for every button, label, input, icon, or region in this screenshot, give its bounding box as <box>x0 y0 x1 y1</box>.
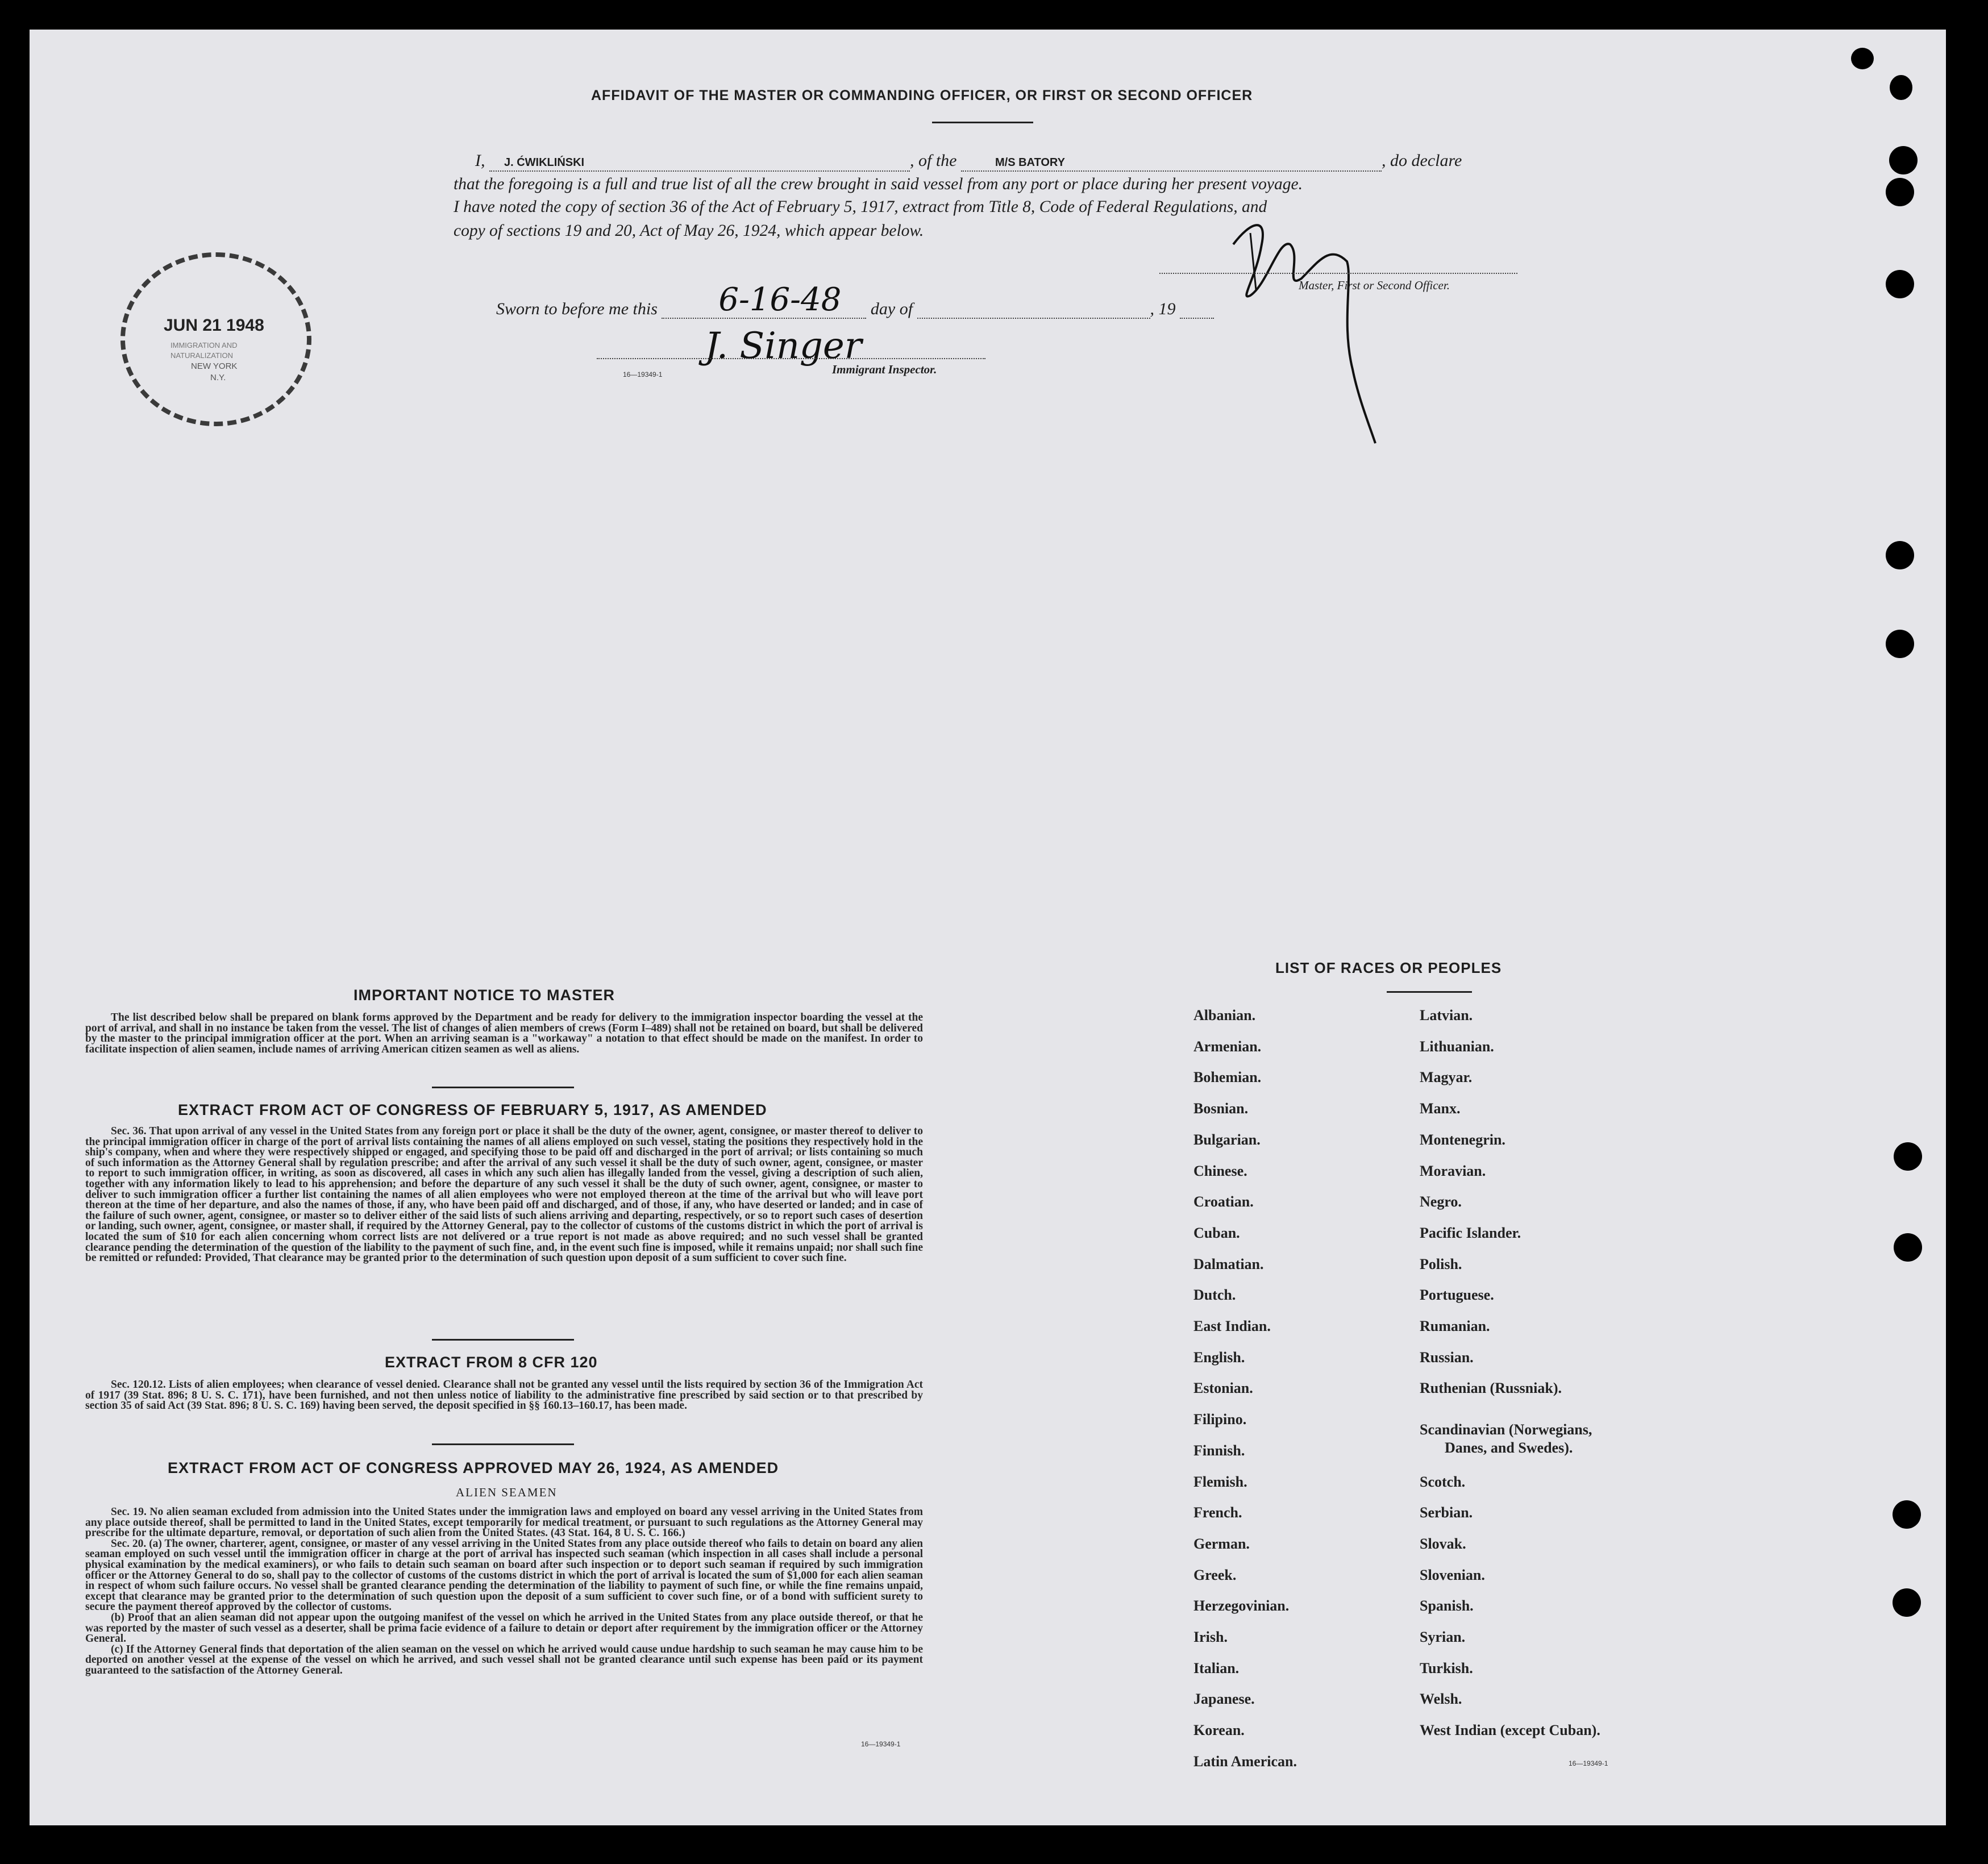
punch-hole <box>1889 146 1918 174</box>
year-prefix: , 19 <box>1150 299 1176 318</box>
race-item: French. <box>1193 1504 1242 1521</box>
punch-hole <box>1894 1142 1922 1171</box>
race-item: Montenegrin. <box>1420 1131 1505 1148</box>
race-item: Armenian. <box>1193 1038 1262 1055</box>
punch-hole <box>1851 48 1874 69</box>
master-signature <box>1216 210 1398 449</box>
race-item: Japanese. <box>1193 1691 1255 1707</box>
race-item: Filipino. <box>1193 1411 1247 1428</box>
race-item: Magyar. <box>1420 1069 1473 1085</box>
sec19-text: Sec. 19. No alien seaman excluded from admission into the United States under the immigration laws and employed on board any vessel arriving in the United States from any place outside thereof, shall be permitted to land in the United States, except temporarily for medical treatment, or pursuant to such regulations as the Attorney General may prescribe for the ultimate departure, removal, or deportation of such alien from the United States. (43 Stat. 164, 8 U. S. C. 166.) <box>85 1506 923 1540</box>
i-label: I, <box>475 151 485 170</box>
punch-hole <box>1886 630 1914 658</box>
race-item: Scandinavian (Norwegians, <box>1420 1421 1592 1438</box>
extract1924-body <box>85 1507 923 1676</box>
extract8cfr-title: EXTRACT FROM 8 CFR 120 <box>385 1354 598 1371</box>
stamp-line3: NEW YORK <box>191 361 238 371</box>
affidavit-line4: copy of sections 19 and 20, Act of May 26, 1924, which appear below. <box>454 222 924 240</box>
affidavit-title: AFFIDAVIT OF THE MASTER OR COMMANDING OFFICER, OR FIRST OR SECOND OFFICER <box>591 88 1253 103</box>
punch-hole <box>1890 75 1912 100</box>
race-item: Slovak. <box>1420 1536 1466 1552</box>
divider <box>432 1087 574 1088</box>
date-stamp <box>120 252 311 426</box>
race-item: Chinese. <box>1193 1163 1247 1179</box>
race-item: Manx. <box>1420 1100 1461 1117</box>
punch-hole <box>1893 1500 1921 1529</box>
affidavit-line3: I have noted the copy of section 36 of the Act of February 5, 1917, extract from Title 8, Code of Federal Regulations, and <box>454 198 1267 216</box>
race-item: Croatian. <box>1193 1193 1254 1210</box>
sec20a-text: Sec. 20. (a) The owner, charterer, agent, consignee, or master of any vessel arriving in the United States from any place outside thereof who fails to detain on board any alien seaman employed on such vessel until the immigration officer in charge at the port of arrival has inspected such seaman (which inspection in all cases shall include a personal physical examination by the medical examiners), or who fails to detain such seaman on board after such inspection or to deport such seaman if required by such immigration officer or the Attorney General to do so, shall pay to the collector of customs of the customs district in which the port of arrival is located the sum of $1,000 for each alien seaman in respect of whom such failure occurs. No vessel shall be granted clearance pending the determination of the liability to payment of such fine, or while the fine remains unpaid, except that clearance may be granted prior to the determination of such question upon the deposit of a sum sufficient to cover such fine, or of a bond with sufficient surety to secure the payment thereof approved by the collector of customs. <box>85 1537 923 1613</box>
race-item: Danes, and Swedes). <box>1445 1439 1573 1456</box>
inspector-signature: J. Singer <box>705 325 862 367</box>
master-name-field <box>489 151 910 172</box>
race-item: German. <box>1193 1536 1250 1552</box>
inspector-signature-line <box>597 358 985 359</box>
sworn-label: Sworn to before me this <box>496 299 658 318</box>
extract1917-text: Sec. 36. That upon arrival of any vessel in the United States from any foreign port or place it shall be the duty of the owner, agent, consignee, or master thereof to deliver to the principal immigration officer in charge of the port of arrival lists containing the names of all aliens employed on such vessel, stating the positions they respectively hold in the ship's company, when and where they were respectively shipped or engaged, and specifying those to be paid off and discharged in the port of arrival; or lists containing so much of such information as the Attorney General shall by regulation prescribe; and after the arrival of any such vessel it shall be the duty of such owner, agent, consignee, or master to report to such immigration officer, in writing, as soon as discovered, all cases in which any such alien has illegally landed from the vessel, giving a description of such alien, together with any information likely to lead to his apprehension; and before the departure of any such vessel it shall be the duty of such owner, agent, consignee, or master to deliver to such immigration officer a further list containing the names of all alien employees who were not employed thereon at the time of the arrival but who will leave port thereon at the time of her departure, and also the names of those, if any, who have been paid off and discharged, and of those, if any, who have deserted or landed; and in case of the failure of such owner, agent, consignee, or master so to deliver either of the said lists of such aliens arriving and departing, respectively, or so to report such cases of desertion or landing, such owner, agent, consignee, or master shall, if required by the Attorney General, pay to the collector of customs of the customs district in which the port of arrival is located the sum of $10 for each alien concerning whom correct lists are not delivered or a true report is not made as above required; and no such vessel shall be granted clearance pending the determination of the question of the liability to the payment of such fine, and, in the event such fine is imposed, while it remains unpaid; nor shall such fine be remitted or refunded: Provided, That clearance may be granted prior to the determination of such question upon deposit of a sum sufficient to cover such fine. <box>85 1125 923 1264</box>
race-item: Portuguese. <box>1420 1287 1494 1303</box>
inspector-caption: Immigrant Inspector. <box>832 363 937 376</box>
race-item: Serbian. <box>1420 1504 1473 1521</box>
race-item: Ruthenian (Russniak). <box>1420 1380 1562 1396</box>
master-name: J. ĆWIKLIŃSKI <box>504 156 585 169</box>
extract1924-title: EXTRACT FROM ACT OF CONGRESS APPROVED MAY 26, 1924, AS AMENDED <box>168 1459 779 1476</box>
race-item: Russian. <box>1420 1349 1474 1366</box>
stamp-line2: NATURALIZATION <box>170 351 234 360</box>
races-title-rule <box>1387 991 1472 993</box>
title-rule <box>932 122 1033 123</box>
race-item: English. <box>1193 1349 1245 1366</box>
race-item: Herzegovinian. <box>1193 1597 1290 1614</box>
race-item: Lithuanian. <box>1420 1038 1494 1055</box>
notice-text: The list described below shall be prepared on blank forms approved by the Department and be ready for delivery to the immigration inspector boarding the vessel at the port of arrival, and shall in no instance be taken from the vessel. The list of changes of alien members of crews (Form I–489) shall not be retained on board, but shall be delivered by the master to the principal immigration officer at the port. When an arriving seaman is a "workaway" a notation to that effect should be made on the manifest. In order to facilitate inspection of alien seamen, include names of arriving American citizen seamen as well as aliens. <box>85 1012 923 1055</box>
races-title: LIST OF RACES OR PEOPLES <box>1275 959 1502 976</box>
stamp-date: JUN 21 1948 <box>164 316 264 335</box>
form-number-right: 16—19349-1 <box>1569 1759 1608 1767</box>
race-item: Negro. <box>1420 1193 1462 1210</box>
master-signature-line <box>1159 273 1517 274</box>
form-number-left: 16—19349-1 <box>861 1740 901 1748</box>
vessel-field <box>961 151 1382 172</box>
sec20c-text: (c) If the Attorney General finds that deportation of the alien seaman on the vessel on which he arrived would cause undue hardship to such seaman he may cause him to be deported on another vessel at the expense of the vessel on which he arrived, and such vessel shall not be granted clearance until such expense has been paid or its payment guaranteed to the satisfaction of the Attorney General. <box>85 1643 923 1676</box>
race-item: Moravian. <box>1420 1163 1486 1179</box>
race-item: Bulgarian. <box>1193 1131 1261 1148</box>
extract1924-subtitle: ALIEN SEAMEN <box>456 1486 558 1499</box>
form-number-top: 16—19349-1 <box>623 371 663 378</box>
stamp-line4: N.Y. <box>210 373 226 382</box>
of-the-label: , of the <box>910 151 957 170</box>
race-item: Rumanian. <box>1420 1318 1490 1334</box>
punch-hole <box>1886 270 1914 298</box>
race-item: Spanish. <box>1420 1597 1474 1614</box>
race-item: East Indian. <box>1193 1318 1271 1334</box>
year-field <box>1180 298 1214 319</box>
divider <box>432 1339 574 1341</box>
race-item: Italian. <box>1193 1660 1240 1676</box>
vessel-name: M/S BATORY <box>995 156 1065 169</box>
day-of-label: day of <box>870 299 913 318</box>
race-item: Dalmatian. <box>1193 1256 1264 1272</box>
race-item: Bohemian. <box>1193 1069 1262 1085</box>
punch-hole <box>1894 1233 1922 1262</box>
race-item: Greek. <box>1193 1567 1237 1583</box>
race-item: Syrian. <box>1420 1629 1466 1645</box>
race-item: Albanian. <box>1193 1007 1256 1023</box>
affidavit-line2: that the foregoing is a full and true list of all the crew brought in said vessel from any port or place during her present voyage. <box>454 175 1303 193</box>
sworn-line <box>496 281 1214 319</box>
race-item: Welsh. <box>1420 1691 1462 1707</box>
race-item: Korean. <box>1193 1722 1245 1738</box>
race-item: Bosnian. <box>1193 1100 1249 1117</box>
month-field <box>917 298 1150 319</box>
race-item: Pacific Islander. <box>1420 1225 1521 1241</box>
punch-hole <box>1886 178 1914 206</box>
race-item: Irish. <box>1193 1629 1228 1645</box>
sworn-date-field <box>662 281 866 319</box>
extract1917-title: EXTRACT FROM ACT OF CONGRESS OF FEBRUARY 5, 1917, AS AMENDED <box>178 1101 767 1118</box>
race-item: Flemish. <box>1193 1474 1247 1490</box>
race-item: Estonian. <box>1193 1380 1253 1396</box>
master-caption: Master, First or Second Officer. <box>1299 278 1450 292</box>
sworn-date: 6-16-48 <box>718 281 842 318</box>
race-item: Turkish. <box>1420 1660 1473 1676</box>
punch-hole <box>1893 1588 1921 1617</box>
divider <box>432 1443 574 1445</box>
race-item: West Indian (except Cuban). <box>1420 1722 1600 1738</box>
race-item: Dutch. <box>1193 1287 1236 1303</box>
race-item: Scotch. <box>1420 1474 1466 1490</box>
race-item: Slovenian. <box>1420 1567 1485 1583</box>
extract8cfr-text: Sec. 120.12. Lists of alien employees; when clearance of vessel denied. Clearance shall not be granted any vessel until the lists required by section 36 of the Immigration Act of 1917 (39 Stat. 896; 8 U. S. C. 171), have been furnished, and not then unless notice of liability to the administrative fine prescribed by said section or to that prescribed by section 35 of said Act (39 Stat. 896; 8 U. S. C. 169) having been served, the deposit specified in §§ 160.13–160.17, has been made. <box>85 1379 923 1412</box>
race-item: Latin American. <box>1193 1753 1297 1770</box>
stamp-line1: IMMIGRATION AND <box>170 341 238 349</box>
race-item: Cuban. <box>1193 1225 1240 1241</box>
race-item: Finnish. <box>1193 1442 1245 1459</box>
do-declare-label: , do declare <box>1382 151 1462 170</box>
race-item: Latvian. <box>1420 1007 1473 1023</box>
affidavit-line1 <box>475 151 1462 172</box>
sec20b-text: (b) Proof that an alien seaman did not appear upon the outgoing manifest of the vessel on which he arrived in the United States from any place outside thereof, or that he was reported by the master of such vessel as a deserter, shall be prima facie evidence of a failure to detain or deport after requirement by the immigration officer or the Attorney General. <box>85 1611 923 1645</box>
notice-title: IMPORTANT NOTICE TO MASTER <box>353 987 615 1004</box>
punch-hole <box>1886 541 1914 569</box>
race-item: Polish. <box>1420 1256 1462 1272</box>
